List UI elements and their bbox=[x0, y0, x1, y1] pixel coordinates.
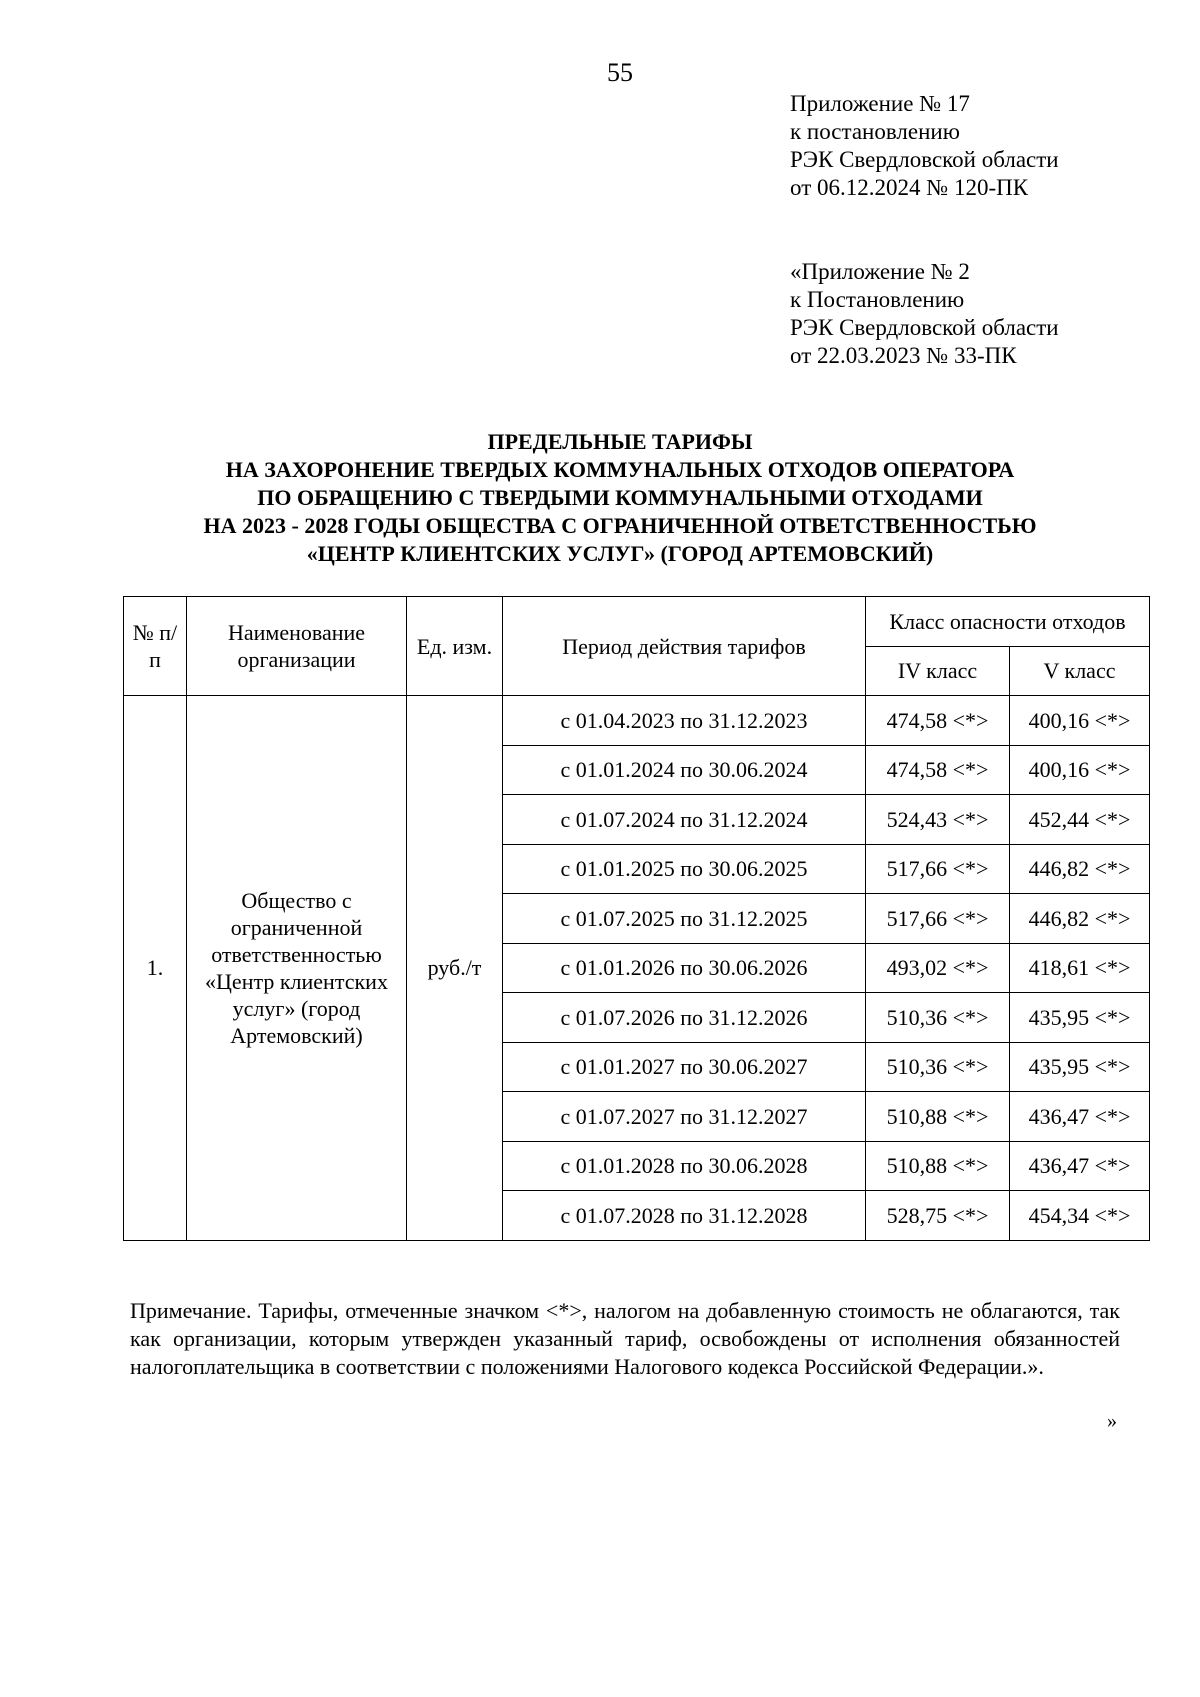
class-v-cell: 446,82 <*> bbox=[1010, 894, 1150, 944]
class-v-cell: 400,16 <*> bbox=[1010, 745, 1150, 795]
period-cell: с 01.04.2023 по 31.12.2023 bbox=[503, 696, 866, 746]
footnote: Примечание. Тарифы, отмеченные значком <*>, налогом на добавленную стоимость не облагаются, так как организации, которым утвержден указанный тариф, освобождены от исполнения обязанностей налогоплательщика в соответствии с положениями Налогового кодекса Российской Федерации.». bbox=[130, 1298, 1120, 1379]
period-cell: с 01.01.2028 по 30.06.2028 bbox=[503, 1141, 866, 1191]
row-num: 1. bbox=[124, 696, 187, 1241]
class-iv-cell: 528,75 <*> bbox=[866, 1191, 1010, 1241]
period-cell: с 01.07.2027 по 31.12.2027 bbox=[503, 1092, 866, 1142]
appendix-current-line: к постановлению bbox=[790, 119, 960, 144]
header-class-iv: IV класс bbox=[866, 646, 1010, 696]
appendix-original-line: от 22.03.2023 № 33-ПК bbox=[790, 343, 1017, 368]
title-line: «ЦЕНТР КЛИЕНТСКИХ УСЛУГ» (ГОРОД АРТЕМОВСКИЙ) bbox=[306, 541, 934, 566]
appendix-current-line: от 06.12.2024 № 120-ПК bbox=[790, 175, 1029, 200]
closing-quote: » bbox=[1107, 1410, 1117, 1432]
class-iv-cell: 510,36 <*> bbox=[866, 1042, 1010, 1092]
class-iv-cell: 524,43 <*> bbox=[866, 795, 1010, 845]
title-line: НА ЗАХОРОНЕНИЕ ТВЕРДЫХ КОММУНАЛЬНЫХ ОТХОДОВ ОПЕРАТОРА bbox=[225, 457, 1015, 482]
appendix-original-line: к Постановлению bbox=[790, 287, 965, 312]
class-iv-cell: 474,58 <*> bbox=[866, 696, 1010, 746]
org-name: Общество с ограниченной ответственностью «Центр клиентских услуг» (город Артемовский) bbox=[187, 696, 407, 1241]
table-row bbox=[124, 696, 1150, 746]
class-iv-cell: 510,88 <*> bbox=[866, 1092, 1010, 1142]
appendix-current-line: Приложение № 17 bbox=[790, 91, 970, 116]
header-unit: Ед. изм. bbox=[407, 597, 503, 696]
title-line: ПО ОБРАЩЕНИЮ С ТВЕРДЫМИ КОММУНАЛЬНЫМИ ОТХОДАМИ bbox=[257, 485, 983, 510]
class-iv-cell: 510,36 <*> bbox=[866, 993, 1010, 1043]
class-iv-cell: 517,66 <*> bbox=[866, 844, 1010, 894]
period-cell: с 01.07.2025 по 31.12.2025 bbox=[503, 894, 866, 944]
period-cell: с 01.07.2028 по 31.12.2028 bbox=[503, 1191, 866, 1241]
header-org: Наименование организации bbox=[187, 597, 407, 696]
class-v-cell: 400,16 <*> bbox=[1010, 696, 1150, 746]
period-cell: с 01.07.2024 по 31.12.2024 bbox=[503, 795, 866, 845]
class-iv-cell: 510,88 <*> bbox=[866, 1141, 1010, 1191]
title-line: ПРЕДЕЛЬНЫЕ ТАРИФЫ bbox=[487, 429, 753, 454]
header-hazard-class: Класс опасности отходов bbox=[866, 597, 1150, 647]
class-v-cell: 435,95 <*> bbox=[1010, 1042, 1150, 1092]
class-v-cell: 454,34 <*> bbox=[1010, 1191, 1150, 1241]
title-line: НА 2023 - 2028 ГОДЫ ОБЩЕСТВА С ОГРАНИЧЕННОЙ ОТВЕТСТВЕННОСТЬЮ bbox=[203, 513, 1037, 538]
appendix-original-block bbox=[790, 258, 1059, 370]
class-v-cell: 435,95 <*> bbox=[1010, 993, 1150, 1043]
appendix-current-line: РЭК Свердловской области bbox=[790, 147, 1059, 172]
unit: руб./т bbox=[407, 696, 503, 1241]
appendix-current-block bbox=[790, 90, 1059, 202]
class-iv-cell: 493,02 <*> bbox=[866, 943, 1010, 993]
page-number: 55 bbox=[607, 58, 633, 87]
class-v-cell: 436,47 <*> bbox=[1010, 1141, 1150, 1191]
header-num: № п/п bbox=[124, 597, 187, 696]
period-cell: с 01.01.2027 по 30.06.2027 bbox=[503, 1042, 866, 1092]
period-cell: с 01.01.2024 по 30.06.2024 bbox=[503, 745, 866, 795]
class-v-cell: 446,82 <*> bbox=[1010, 844, 1150, 894]
class-iv-cell: 517,66 <*> bbox=[866, 894, 1010, 944]
document-title bbox=[100, 428, 1140, 568]
tariffs-table bbox=[123, 596, 1150, 1241]
header-class-v: V класс bbox=[1010, 646, 1150, 696]
header-period: Период действия тарифов bbox=[503, 597, 866, 696]
period-cell: с 01.01.2025 по 30.06.2025 bbox=[503, 844, 866, 894]
table-header-row bbox=[124, 597, 1150, 647]
class-v-cell: 436,47 <*> bbox=[1010, 1092, 1150, 1142]
class-v-cell: 452,44 <*> bbox=[1010, 795, 1150, 845]
period-cell: с 01.01.2026 по 30.06.2026 bbox=[503, 943, 866, 993]
period-cell: с 01.07.2026 по 31.12.2026 bbox=[503, 993, 866, 1043]
appendix-original-line: «Приложение № 2 bbox=[790, 259, 970, 284]
class-iv-cell: 474,58 <*> bbox=[866, 745, 1010, 795]
class-v-cell: 418,61 <*> bbox=[1010, 943, 1150, 993]
appendix-original-line: РЭК Свердловской области bbox=[790, 315, 1059, 340]
